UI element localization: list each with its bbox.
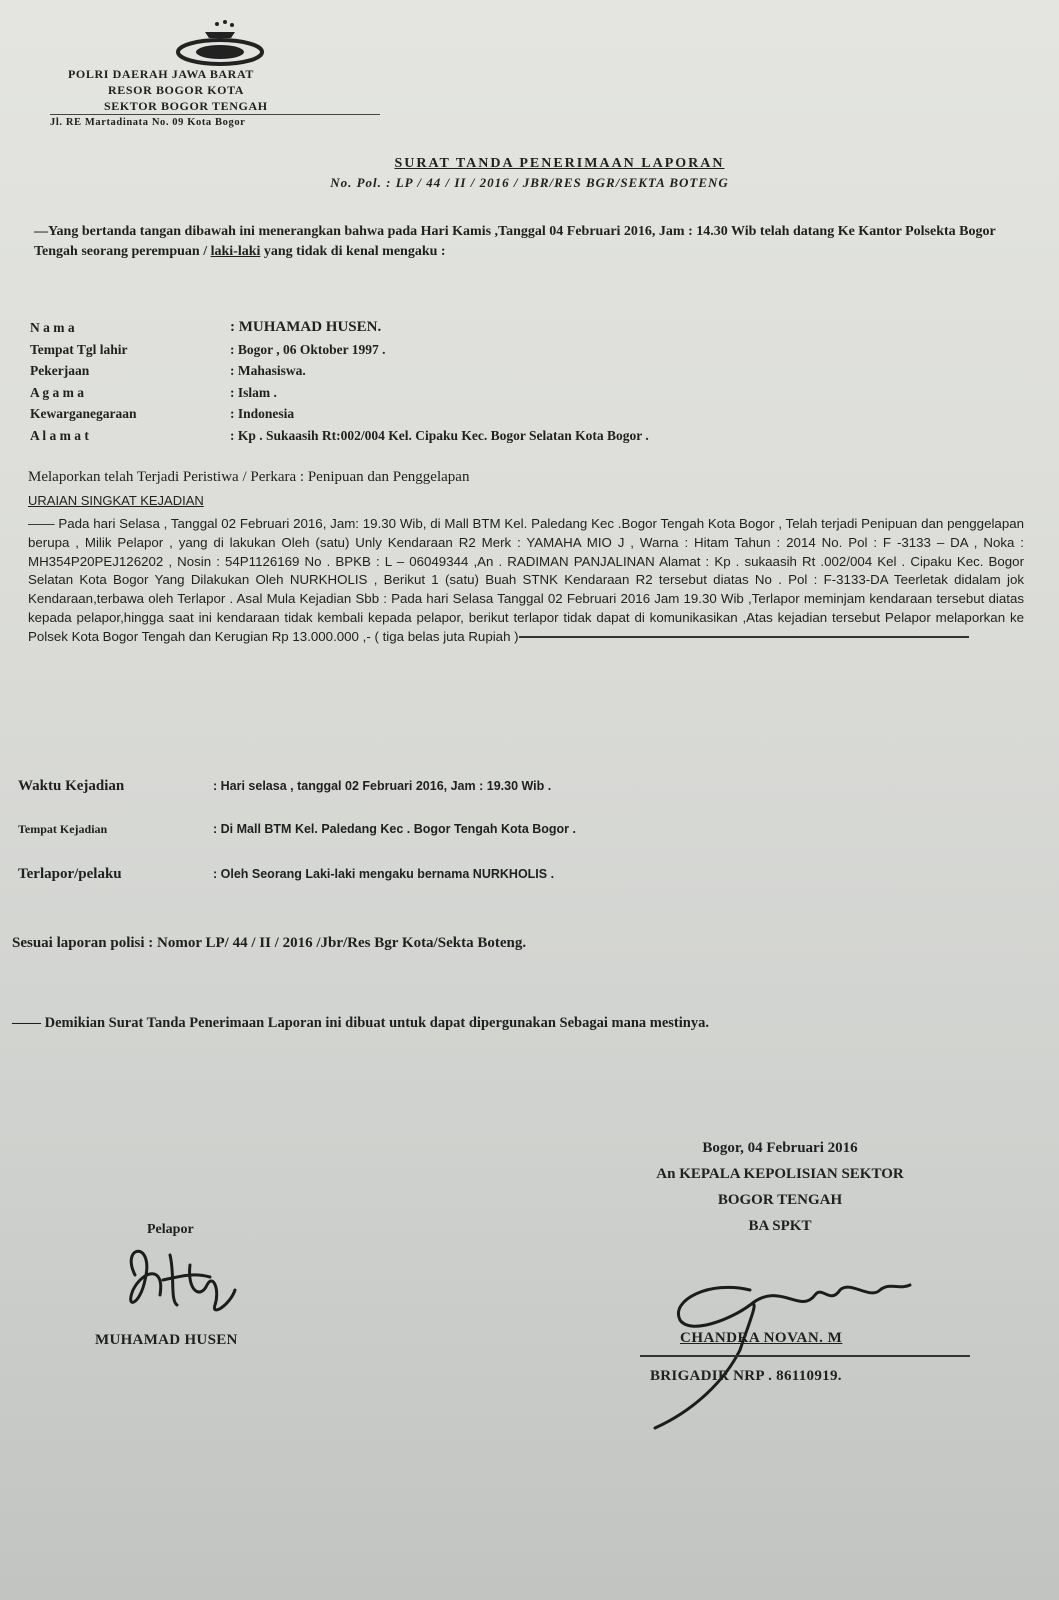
identity-label: Kewarganegaraan — [30, 406, 137, 421]
document-title — [0, 156, 1059, 191]
title-main: SURAT TANDA PENERIMAAN LAPORAN — [394, 156, 725, 171]
officer-name: CHANDRA NOVAN. M — [680, 1330, 843, 1346]
letterhead-address: Jl. RE Martadinata No. 09 Kota Bogor — [50, 114, 380, 131]
reporter-label: Pelapor — [147, 1222, 194, 1237]
officer-title-1: An KEPALA KEPOLISIAN SEKTOR — [656, 1166, 904, 1182]
detail-row — [18, 866, 1018, 912]
identity-value: : Islam . — [230, 384, 277, 400]
identity-row — [30, 425, 990, 447]
identity-value: : Kp . Sukaasih Rt:002/004 Kel. Cipaku Kec. Bogor Selatan Kota Bogor . — [230, 427, 649, 443]
identity-label: N a m a — [30, 320, 75, 335]
identity-value: : Bogor , 06 Oktober 1997 . — [230, 341, 386, 357]
officer-rank: BRIGADIR NRP . 86110919. — [650, 1368, 842, 1384]
reporter-signature-icon — [115, 1235, 260, 1325]
identity-label: A g a m a — [30, 384, 84, 400]
identity-row — [30, 382, 990, 404]
identity-row — [30, 360, 990, 382]
identity-row — [30, 403, 990, 425]
officer-title-2: BOGOR TENGAH — [717, 1192, 843, 1208]
letterhead-line-2: RESOR BOGOR KOTA — [108, 83, 245, 97]
detail-value: : Oleh Seorang Laki-laki mengaku bernama NURKHOLIS . — [213, 867, 555, 881]
police-report-reference: Sesuai laporan polisi : Nomor LP/ 44 / II / 2016 /Jbr/Res Bgr Kota/Sekta Boteng. — [12, 935, 527, 951]
identity-row — [30, 317, 990, 339]
identity-value: : Indonesia — [230, 406, 295, 421]
detail-row — [18, 822, 1018, 866]
place-date: Bogor, 04 Februari 2016 — [702, 1140, 858, 1156]
letterhead-line-1: POLRI DAERAH JAWA BARAT — [68, 67, 254, 81]
detail-label: Waktu Kejadian — [18, 778, 125, 794]
identity-row — [30, 339, 990, 361]
intro-text: —Yang bertanda tangan dibawah ini menerangkan bahwa pada Hari Kamis ,Tanggal 04 Februari 2016, Jam : 14.30 Wib telah datang Ke Kantor Polsekta Bogor Tengah seorang perempuan / — [34, 224, 996, 259]
uraian-title: URAIAN SINGKAT KEJADIAN — [28, 493, 204, 508]
officer-title-3: BA SPKT — [748, 1218, 812, 1234]
identity-table — [30, 317, 990, 446]
intro-paragraph — [34, 222, 1014, 262]
detail-value: : Di Mall BTM Kel. Paledang Kec . Bogor Tengah Kota Bogor . — [213, 822, 576, 836]
reporter-name: MUHAMAD HUSEN — [95, 1332, 238, 1348]
identity-value: : MUHAMAD HUSEN. — [230, 319, 382, 335]
identity-label: Tempat Tgl lahir — [30, 341, 128, 357]
intro-underlined: laki-laki — [210, 244, 261, 259]
detail-value: : Hari selasa , tanggal 02 Februari 2016, Jam : 19.30 Wib . — [213, 779, 552, 793]
detail-label: Tempat Kejadian — [18, 822, 108, 836]
officer-signature-block — [560, 1135, 1000, 1239]
identity-label: A l a m a t — [30, 427, 89, 443]
identity-value: : Mahasiswa. — [230, 363, 306, 378]
identity-label: Pekerjaan — [30, 363, 90, 378]
report-line: Melaporkan telah Terjadi Peristiwa / Perkara : Penipuan dan Penggelapan — [28, 469, 470, 485]
fill-line — [519, 636, 969, 638]
letterhead — [50, 66, 380, 131]
incident-narrative — [28, 515, 1024, 647]
narrative-text: —— Pada hari Selasa , Tanggal 02 Februari 2016, Jam: 19.30 Wib, di Mall BTM Kel. Paledang Kec .Bogor Tengah Kota Bogor , Telah terjadi Penipuan dan penggelapan berupa , Milik Pelapor , yang di lakukan Oleh (satu) Unly Kendaraan R2 Merk : YAMAHA MIO J , Warna : Hitam Tahun : 2014 No. Pol : F -3133 – DA , Noka : MH354P20PEJ126202 , Nosin : 54P1126169 No . BPKB : L – 06049344 ,An . RADIMAN PANJALINAN Alamat : Kp . sukaasih Rt .002/004 Kel . Cipaku Kec. Bogor Selatan Kota Bogor Yang Dilakukan Oleh NURKHOLIS , Berikut 1 (satu) Buah STNK Kendaraan R2 tersebut diatas No . Pol : F-3133-DA Teerletak didalam jok Kendaraan,terbawa oleh Terlapor . Asal Mula Kejadian Sbb : Pada hari Selasa Tanggal 02 Februari 2016 Jam 19.30 Wib ,Terlapor meminjam kendaraan tersebut diatas kepada pelapor,hingga saat ini kendaraan tidak kembali kepada pelapor, berikut terlapor tidak dapat di komunikasikan ,Atas kejadian tersebut Pelapor melaporkan ke Polsek Kota Bogor Tengah dan Kerugian Rp 13.000.000 ,- ( tiga belas juta Rupiah ) — [28, 516, 1024, 644]
incident-details — [18, 778, 1018, 912]
detail-row — [18, 778, 1018, 822]
detail-label: Terlapor/pelaku — [18, 866, 122, 882]
closing-statement: —— Demikian Surat Tanda Penerimaan Laporan ini dibuat untuk dapat dipergunakan Sebagai mana mestinya. — [12, 1015, 709, 1031]
police-emblem-icon — [165, 18, 275, 68]
letterhead-line-3: SEKTOR BOGOR TENGAH — [104, 99, 268, 113]
intro-text-end: yang tidak di kenal mengaku : — [260, 244, 446, 259]
officer-signature-icon — [600, 1260, 960, 1435]
title-number: No. Pol. : LP / 44 / II / 2016 / JBR/RES BGR/SEKTA BOTENG — [330, 175, 729, 190]
signature-rule — [640, 1355, 970, 1357]
